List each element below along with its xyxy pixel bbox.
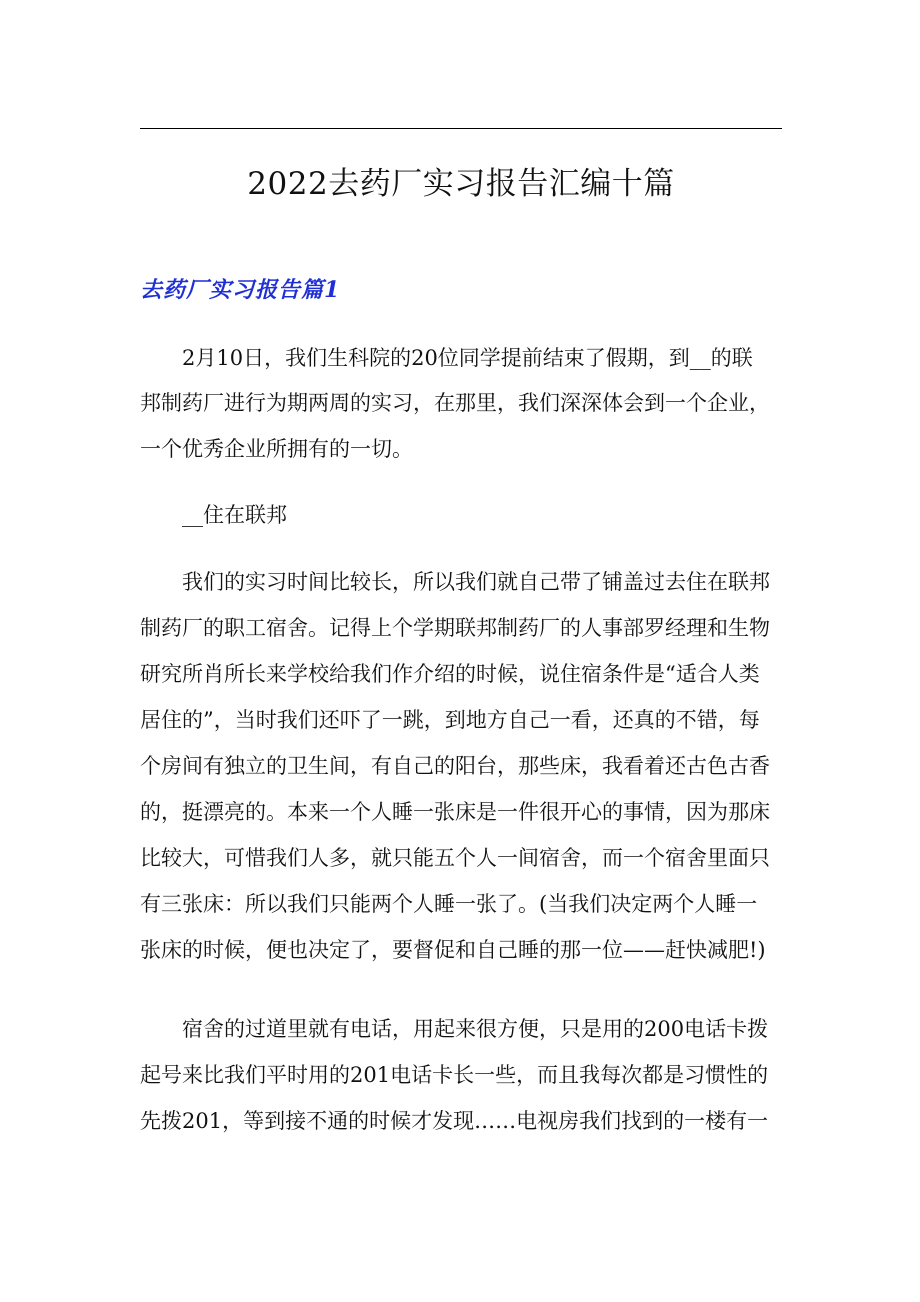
header-rule — [140, 128, 782, 129]
document-title: 2022去药厂实习报告汇编十篇 — [247, 166, 675, 202]
paragraph-1-line-3: 一个优秀企业所拥有的一切。 — [140, 437, 413, 461]
paragraph-3-line-9: 张床的时候，便也决定了，要督促和自己睡的那一位——赶快减肥!) — [140, 938, 766, 962]
paragraph-3-line-1: 我们的实习时间比较长，所以我们就自己带了铺盖过去住在联邦 — [182, 570, 770, 594]
paragraph-4-line-2: 起号来比我们平时用的201电话卡长一些，而且我每次都是习惯性的 — [140, 1063, 769, 1087]
paragraph-3-line-5: 个房间有独立的卫生间，有自己的阳台，那些床，我看着还古色古香 — [140, 754, 770, 778]
paragraph-4-line-3: 先拨201，等到接不通的时候才发现……电视房我们找到的一楼有一 — [140, 1109, 769, 1133]
paragraph-2-line-1: __住在联邦 — [182, 503, 287, 527]
paragraph-3-line-2: 制药厂的职工宿舍。记得上个学期联邦制药厂的人事部罗经理和生物 — [140, 616, 770, 640]
section-heading: 去药厂实习报告篇1 — [140, 277, 341, 303]
paragraph-3-line-8: 有三张床：所以我们只能两个人睡一张了。(当我们决定两个人睡一 — [140, 892, 758, 916]
paragraph-3-line-3: 研究所肖所长来学校给我们作介绍的时候，说住宿条件是“适合人类 — [140, 662, 760, 686]
paragraph-1-line-2: 邦制药厂进行为期两周的实习，在那里，我们深深体会到一个企业， — [140, 391, 770, 415]
paragraph-3-line-7: 比较大，可惜我们人多，就只能五个人一间宿舍，而一个宿舍里面只 — [140, 846, 770, 870]
paragraph-3-line-4: 居住的”，当时我们还吓了一跳，到地方自己一看，还真的不错，每 — [140, 708, 760, 732]
paragraph-3-line-6: 的，挺漂亮的。本来一个人睡一张床是一件很开心的事情，因为那床 — [140, 800, 770, 824]
paragraph-1-line-1: 2月10日，我们生科院的20位同学提前结束了假期，到__的联 — [182, 346, 753, 370]
paragraph-4-line-1: 宿舍的过道里就有电话，用起来很方便，只是用的200电话卡拨 — [182, 1017, 769, 1041]
